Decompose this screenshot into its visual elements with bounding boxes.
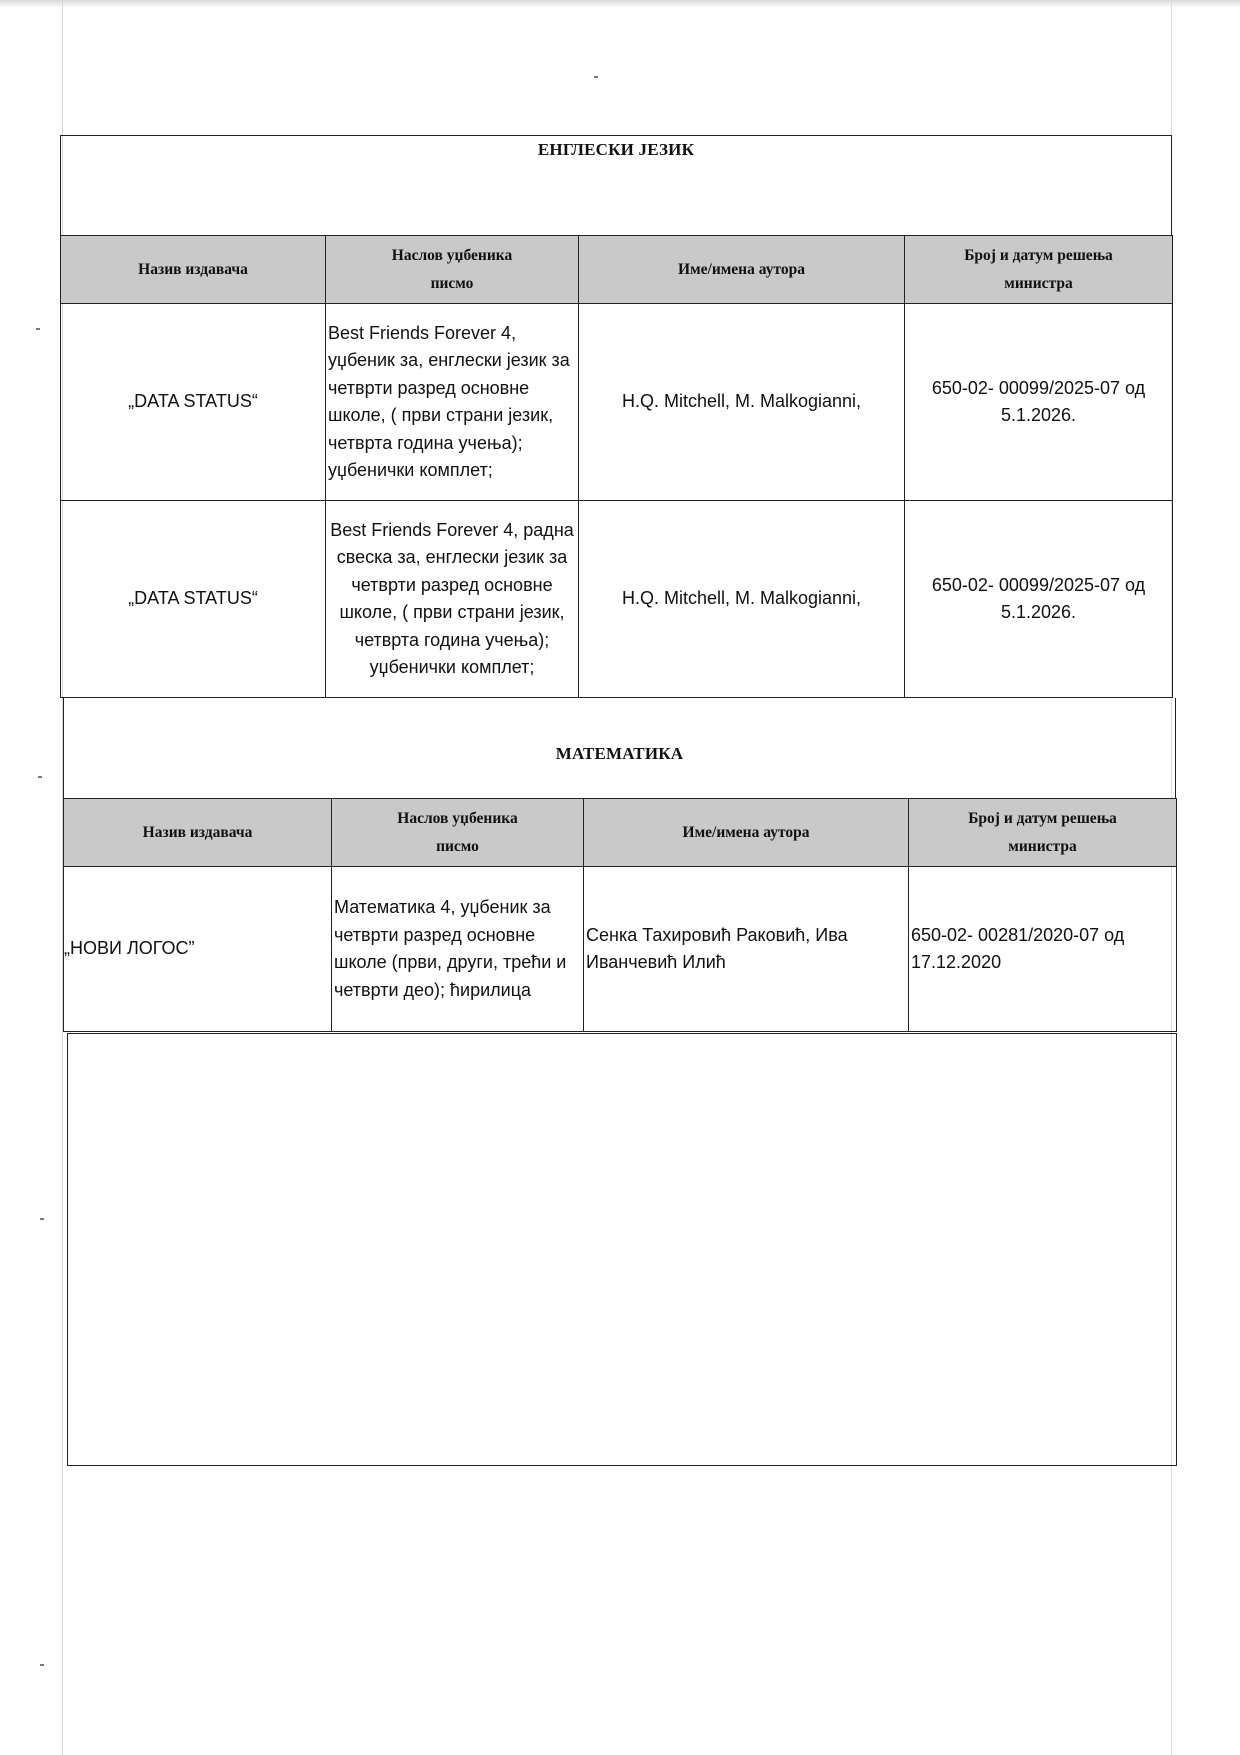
table-row [64,867,1177,1032]
math-section-title: МАТЕМАТИКА [555,744,684,763]
publisher-cell: „DATA STATUS“ [61,304,326,501]
math-section [63,698,1176,799]
scan-tick-mark [36,328,40,330]
header-title-line1: Наслов уџбеника [391,246,513,264]
header-decision-line1: Број и датум решења [964,246,1113,264]
authors-cell: H.Q. Mitchell, M. Malkogianni, [579,501,905,698]
scan-top-edge [0,0,1240,8]
scan-tick-mark [40,1664,44,1666]
decision-cell: 650-02- 00281/2020-07 од 17.12.2020 [909,867,1177,1032]
header-authors: Име/имена аутора [584,799,909,867]
header-decision [905,236,1173,304]
header-decision-line2: министра [1008,837,1077,855]
math-header-row [64,799,1177,867]
header-title-line2: писмо [430,274,474,292]
scan-tick-mark [38,776,42,778]
header-authors: Име/имена аутора [579,236,905,304]
header-decision [909,799,1177,867]
authors-cell: H.Q. Mitchell, M. Malkogianni, [579,304,905,501]
scan-tick-mark [594,76,598,78]
english-header-row [61,236,1173,304]
textbook-title-cell: Best Friends Forever 4, уџбеник за, енглески језик за четврти разред основне школе, ( први страни језик, четврта година учења); уџбенички комплет; [326,304,579,501]
table-row [61,304,1173,501]
publisher-cell: „DATA STATUS“ [61,501,326,698]
table-row [61,501,1173,698]
empty-section-box [67,1033,1177,1466]
header-decision-line1: Број и датум решења [968,809,1117,827]
header-publisher: Назив издавача [61,236,326,304]
decision-cell: 650-02- 00099/2025-07 од 5.1.2026. [905,501,1173,698]
decision-cell: 650-02- 00099/2025-07 од 5.1.2026. [905,304,1173,501]
header-decision-line2: министра [1004,274,1073,292]
english-table [60,235,1173,698]
header-title [326,236,579,304]
math-table [63,798,1177,1032]
publisher-cell: „НОВИ ЛОГОС” [64,867,332,1032]
header-publisher: Назив издавача [64,799,332,867]
scan-tick-mark [40,1218,44,1220]
authors-cell: Сенка Тахировић Раковић, Ива Иванчевић Илић [584,867,909,1032]
english-section [60,135,1172,236]
header-title-line2: писмо [436,837,479,855]
textbook-title-cell: Математика 4, уџбеник за четврти разред основне школе (први, други, трећи и четврти део); ћирилица [332,867,584,1032]
header-title [332,799,584,867]
textbook-title-cell: Best Friends Forever 4, радна свеска за, енглески језик за четврти разред основне школе, ( први страни језик, четврта година учења); уџбенички комплет; [326,501,579,698]
header-title-line1: Наслов уџбеника [397,809,518,827]
english-section-title: ЕНГЛЕСКИ ЈЕЗИК [537,140,695,159]
